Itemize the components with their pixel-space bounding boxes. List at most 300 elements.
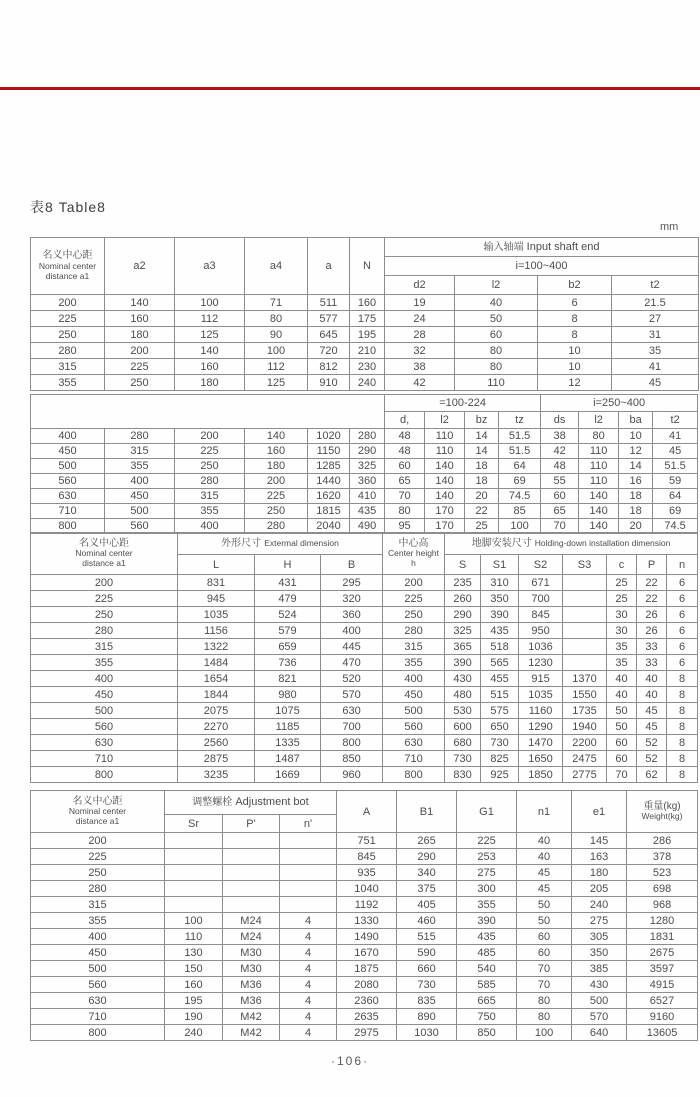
cell: 45 xyxy=(517,881,572,897)
cell: 10 xyxy=(538,343,612,359)
cell: 4 xyxy=(280,1025,337,1041)
cell: M42 xyxy=(223,1025,280,1041)
header-weight-zh: 重量(kg) xyxy=(643,800,681,812)
cell: 450 xyxy=(31,945,165,961)
cell: 9160 xyxy=(627,1009,698,1025)
cell: 410 xyxy=(350,489,385,504)
cell: 2775 xyxy=(563,767,607,783)
cell: 200 xyxy=(383,575,445,591)
cell: 250 xyxy=(245,504,308,519)
cell: 630 xyxy=(31,735,178,751)
cell: 460 xyxy=(397,913,457,929)
cell: 890 xyxy=(397,1009,457,1025)
cell: 250 xyxy=(31,865,165,881)
cell: 200 xyxy=(31,295,105,311)
table-row xyxy=(31,639,698,655)
cell: 65 xyxy=(385,474,425,489)
cell: 325 xyxy=(445,623,481,639)
cell: 630 xyxy=(321,703,383,719)
col-header-a3: a3 xyxy=(175,238,245,295)
cell: 450 xyxy=(31,444,105,459)
col-header-n1: n1 xyxy=(517,791,572,833)
cell: 225 xyxy=(383,591,445,607)
cell: 48 xyxy=(385,444,425,459)
cell: 730 xyxy=(445,751,481,767)
cell: 22 xyxy=(637,575,667,591)
table-row xyxy=(31,655,698,671)
cell: 150 xyxy=(165,961,223,977)
cell: 286 xyxy=(627,833,698,849)
header-adjustment-bolt xyxy=(165,791,337,815)
cell: 40 xyxy=(637,687,667,703)
cell: 160 xyxy=(105,311,175,327)
cell: 1335 xyxy=(255,735,321,751)
header-weight xyxy=(627,791,698,833)
cell: 530 xyxy=(445,703,481,719)
table-row xyxy=(31,375,699,391)
cell xyxy=(223,897,280,913)
cell: 71 xyxy=(245,295,308,311)
table-row xyxy=(31,881,698,897)
cell: 21.5 xyxy=(612,295,699,311)
cell: 1185 xyxy=(255,719,321,735)
cell: 41 xyxy=(653,429,698,444)
cell: 435 xyxy=(457,929,517,945)
cell: M36 xyxy=(223,993,280,1009)
cell: 195 xyxy=(350,327,385,343)
cell: 35 xyxy=(607,655,637,671)
cell: 140 xyxy=(245,429,308,444)
cell: 812 xyxy=(308,359,350,375)
table1-header-row1 xyxy=(31,238,699,257)
table2-body xyxy=(31,575,698,783)
col-header-ba: ba xyxy=(619,412,653,429)
cell: 70 xyxy=(517,977,572,993)
cell: 51.5 xyxy=(499,429,541,444)
col-header-t2b: t2 xyxy=(653,412,698,429)
cell: 825 xyxy=(481,751,519,767)
cell: 28 xyxy=(385,327,455,343)
cell: 800 xyxy=(383,767,445,783)
cell: 968 xyxy=(627,897,698,913)
cell: 490 xyxy=(350,519,385,534)
cell: 470 xyxy=(321,655,383,671)
col-header-d: d, xyxy=(385,412,425,429)
cell: 355 xyxy=(175,504,245,519)
cell: 4915 xyxy=(627,977,698,993)
cell: 275 xyxy=(457,865,517,881)
cell: 315 xyxy=(31,359,105,375)
cell: 925 xyxy=(481,767,519,783)
cell: 3597 xyxy=(627,961,698,977)
table-row xyxy=(31,865,698,881)
cell: 315 xyxy=(383,639,445,655)
cell: 60 xyxy=(455,327,538,343)
col-header-bz: bz xyxy=(465,412,499,429)
cell: 35 xyxy=(612,343,699,359)
cell: 435 xyxy=(481,623,519,639)
cell: 235 xyxy=(445,575,481,591)
cell: 52 xyxy=(637,735,667,751)
cell: 4 xyxy=(280,977,337,993)
header-range-250-400: i=250~400 xyxy=(541,395,698,412)
cell: 110 xyxy=(455,375,538,391)
cell: 60 xyxy=(607,751,637,767)
cell: 163 xyxy=(572,849,627,865)
cell xyxy=(280,897,337,913)
cell: 515 xyxy=(481,687,519,703)
cell: 850 xyxy=(321,751,383,767)
cell: 1156 xyxy=(178,623,255,639)
cell: 8 xyxy=(667,671,698,687)
cell: 200 xyxy=(105,343,175,359)
cell: 821 xyxy=(255,671,321,687)
table-row xyxy=(31,735,698,751)
col-header-G1: G1 xyxy=(457,791,517,833)
cell: 14 xyxy=(465,429,499,444)
cell: 2270 xyxy=(178,719,255,735)
cell: 31 xyxy=(612,327,699,343)
cell: 2875 xyxy=(178,751,255,767)
cell: 140 xyxy=(579,519,619,534)
cell: 70 xyxy=(541,519,579,534)
cell: 6527 xyxy=(627,993,698,1009)
cell: 450 xyxy=(31,687,178,703)
cell: 110 xyxy=(579,444,619,459)
cell: 22 xyxy=(465,504,499,519)
cell: 3235 xyxy=(178,767,255,783)
table-row xyxy=(31,977,698,993)
cell: M30 xyxy=(223,945,280,961)
table1-midheader-row1 xyxy=(31,395,698,412)
cell: 100 xyxy=(175,295,245,311)
header-input-shaft-en: Input shaft end xyxy=(526,240,600,253)
cell: 180 xyxy=(175,375,245,391)
table1-lower xyxy=(30,394,698,534)
cell: 225 xyxy=(31,311,105,327)
cell: 8 xyxy=(667,719,698,735)
cell: 140 xyxy=(579,504,619,519)
cell: 4 xyxy=(280,1009,337,1025)
cell: 14 xyxy=(465,444,499,459)
cell: 630 xyxy=(383,735,445,751)
cell: 2040 xyxy=(308,519,350,534)
cell: 1487 xyxy=(255,751,321,767)
cell: 640 xyxy=(572,1025,627,1041)
cell: M36 xyxy=(223,977,280,993)
col-header-P-prime: P' xyxy=(223,815,280,833)
cell: 40 xyxy=(517,849,572,865)
cell: 160 xyxy=(175,359,245,375)
cell: 945 xyxy=(178,591,255,607)
cell: 60 xyxy=(517,929,572,945)
cell: 32 xyxy=(385,343,455,359)
cell: 1669 xyxy=(255,767,321,783)
table-row xyxy=(31,945,698,961)
cell: 22 xyxy=(637,591,667,607)
cell: 2675 xyxy=(627,945,698,961)
cell: 240 xyxy=(165,1025,223,1041)
cell: 12 xyxy=(538,375,612,391)
header-center-height-en: Center height xyxy=(387,548,440,559)
table-row xyxy=(31,719,698,735)
cell: 80 xyxy=(455,359,538,375)
header-nominal-center xyxy=(31,791,165,833)
cell: M24 xyxy=(223,929,280,945)
col-header-a4: a4 xyxy=(245,238,308,295)
cell: 110 xyxy=(425,444,465,459)
col-header-S2: S2 xyxy=(519,555,563,575)
cell: 1285 xyxy=(308,459,350,474)
cell: 665 xyxy=(457,993,517,1009)
cell: 33 xyxy=(637,655,667,671)
cell: M42 xyxy=(223,1009,280,1025)
table-row xyxy=(31,591,698,607)
cell: 10 xyxy=(619,429,653,444)
cell: 2360 xyxy=(337,993,397,1009)
cell: 1940 xyxy=(563,719,607,735)
cell: 225 xyxy=(31,849,165,865)
cell: 430 xyxy=(572,977,627,993)
cell: 42 xyxy=(385,375,455,391)
cell: 1484 xyxy=(178,655,255,671)
cell: 24 xyxy=(385,311,455,327)
cell: 145 xyxy=(572,833,627,849)
cell: 980 xyxy=(255,687,321,703)
table-row xyxy=(31,327,699,343)
cell xyxy=(165,865,223,881)
cell: 390 xyxy=(457,913,517,929)
cell: M30 xyxy=(223,961,280,977)
cell: 25 xyxy=(607,575,637,591)
cell: 265 xyxy=(397,833,457,849)
page-title xyxy=(30,197,106,217)
cell: 1440 xyxy=(308,474,350,489)
header-nominal-center-en1: Nominal center xyxy=(68,806,127,817)
cell: 6 xyxy=(667,575,698,591)
cell: 2475 xyxy=(563,751,607,767)
cell: 630 xyxy=(31,993,165,1009)
cell: 50 xyxy=(607,719,637,735)
cell: 390 xyxy=(445,655,481,671)
header-input-shaft-end xyxy=(385,238,699,257)
table3-body xyxy=(31,833,698,1041)
cell: 600 xyxy=(445,719,481,735)
cell: 500 xyxy=(105,504,175,519)
header-external-en: Extermal dimension xyxy=(264,538,339,549)
cell: 80 xyxy=(517,993,572,1009)
cell: 290 xyxy=(445,607,481,623)
cell: 560 xyxy=(31,977,165,993)
cell: 960 xyxy=(321,767,383,783)
cell: 140 xyxy=(579,489,619,504)
header-nominal-center-zh: 名义中心距 xyxy=(42,250,93,262)
cell: 50 xyxy=(607,703,637,719)
cell xyxy=(563,607,607,623)
table-row xyxy=(31,703,698,719)
cell: 720 xyxy=(308,343,350,359)
header-nominal-center-zh: 名义中心距 xyxy=(72,795,123,807)
cell: 13605 xyxy=(627,1025,698,1041)
cell: 210 xyxy=(350,343,385,359)
header-adjust-zh: 调整螺栓 xyxy=(192,797,233,809)
cell: 40 xyxy=(607,687,637,703)
table-row xyxy=(31,459,698,474)
cell xyxy=(223,881,280,897)
col-header-a2: a2 xyxy=(105,238,175,295)
table-row xyxy=(31,897,698,913)
cell: 835 xyxy=(397,993,457,1009)
header-holding-en: Holding-down installation dimension xyxy=(534,538,671,549)
cell: 1230 xyxy=(519,655,563,671)
cell xyxy=(165,881,223,897)
cell: 40 xyxy=(637,671,667,687)
cell: 280 xyxy=(175,474,245,489)
cell: 1850 xyxy=(519,767,563,783)
cell: 6 xyxy=(667,623,698,639)
cell: 500 xyxy=(383,703,445,719)
cell: 225 xyxy=(175,444,245,459)
cell: 1030 xyxy=(397,1025,457,1041)
table2-header-row1 xyxy=(31,533,698,555)
cell: 560 xyxy=(31,474,105,489)
cell: 110 xyxy=(165,929,223,945)
header-external-zh: 外形尺寸 xyxy=(221,538,262,550)
cell: 355 xyxy=(31,375,105,391)
cell: 660 xyxy=(397,961,457,977)
header-nominal-center xyxy=(31,238,105,295)
cell: 4 xyxy=(280,993,337,1009)
cell: 140 xyxy=(425,489,465,504)
col-header-n: n xyxy=(667,555,698,575)
cell: 200 xyxy=(31,833,165,849)
cell: 280 xyxy=(31,343,105,359)
cell: 1280 xyxy=(627,913,698,929)
cell: 730 xyxy=(397,977,457,993)
cell: 1550 xyxy=(563,687,607,703)
cell: 64 xyxy=(653,489,698,504)
cell: 205 xyxy=(572,881,627,897)
cell: 1844 xyxy=(178,687,255,703)
cell: 8 xyxy=(538,327,612,343)
cell: 70 xyxy=(517,961,572,977)
cell: 240 xyxy=(350,375,385,391)
cell: 280 xyxy=(350,429,385,444)
cell: 577 xyxy=(308,311,350,327)
cell: 8 xyxy=(667,735,698,751)
cell: 485 xyxy=(457,945,517,961)
cell: 180 xyxy=(572,865,627,881)
cell: 315 xyxy=(105,444,175,459)
cell: 430 xyxy=(445,671,481,687)
table-row xyxy=(31,504,698,519)
cell: 280 xyxy=(245,519,308,534)
cell: 41 xyxy=(612,359,699,375)
cell: 130 xyxy=(165,945,223,961)
page-title-en: Table8 xyxy=(58,199,106,215)
header-center-height xyxy=(383,533,445,575)
cell: 50 xyxy=(517,913,572,929)
header-holding-down xyxy=(445,533,698,555)
cell xyxy=(280,849,337,865)
cell: 160 xyxy=(350,295,385,311)
cell: 1670 xyxy=(337,945,397,961)
cell: 365 xyxy=(445,639,481,655)
cell: 405 xyxy=(397,897,457,913)
cell: 6 xyxy=(667,607,698,623)
cell: 200 xyxy=(175,429,245,444)
cell: 52 xyxy=(637,751,667,767)
cell: 250 xyxy=(175,459,245,474)
cell: 511 xyxy=(308,295,350,311)
header-holding-zh: 地脚安装尺寸 xyxy=(471,538,532,550)
cell: 64 xyxy=(499,459,541,474)
cell: 112 xyxy=(175,311,245,327)
cell xyxy=(165,849,223,865)
cell: 6 xyxy=(667,591,698,607)
cell xyxy=(563,623,607,639)
cell: 50 xyxy=(455,311,538,327)
cell: 1650 xyxy=(519,751,563,767)
cell: 55 xyxy=(541,474,579,489)
top-red-rule xyxy=(0,87,700,90)
col-header-H: H xyxy=(255,555,321,575)
col-header-e1: e1 xyxy=(572,791,627,833)
cell: 698 xyxy=(627,881,698,897)
table-row xyxy=(31,751,698,767)
cell: 253 xyxy=(457,849,517,865)
table-row xyxy=(31,295,699,311)
table-row xyxy=(31,849,698,865)
cell: 560 xyxy=(105,519,175,534)
cell: 523 xyxy=(627,865,698,881)
table-row xyxy=(31,671,698,687)
cell xyxy=(563,575,607,591)
page-number: ·106· xyxy=(330,1054,369,1068)
cell: 630 xyxy=(31,489,105,504)
cell: 200 xyxy=(31,575,178,591)
cell: 100 xyxy=(165,913,223,929)
cell: 18 xyxy=(465,474,499,489)
cell xyxy=(223,849,280,865)
cell: 20 xyxy=(465,489,499,504)
cell: 2635 xyxy=(337,1009,397,1025)
cell: 915 xyxy=(519,671,563,687)
header-nominal-center-en1: Nominal center xyxy=(75,548,133,559)
header-input-shaft-zh: 输入轴端 xyxy=(483,241,524,253)
cell xyxy=(223,833,280,849)
cell: 320 xyxy=(321,591,383,607)
cell: 315 xyxy=(31,897,165,913)
cell: 70 xyxy=(385,489,425,504)
col-header-B1: B1 xyxy=(397,791,457,833)
cell: 710 xyxy=(31,1009,165,1025)
col-header-Sr: Sr xyxy=(165,815,223,833)
cell xyxy=(165,833,223,849)
cell: 1160 xyxy=(519,703,563,719)
cell: 800 xyxy=(31,767,178,783)
header-weight-en: Weight(kg) xyxy=(641,811,683,822)
cell: 60 xyxy=(385,459,425,474)
cell: 4 xyxy=(280,961,337,977)
cell: 305 xyxy=(572,929,627,945)
cell: 1490 xyxy=(337,929,397,945)
table-row xyxy=(31,575,698,591)
cell: 710 xyxy=(383,751,445,767)
header-external-dimension xyxy=(178,533,383,555)
cell: 1020 xyxy=(308,429,350,444)
table-row xyxy=(31,623,698,639)
